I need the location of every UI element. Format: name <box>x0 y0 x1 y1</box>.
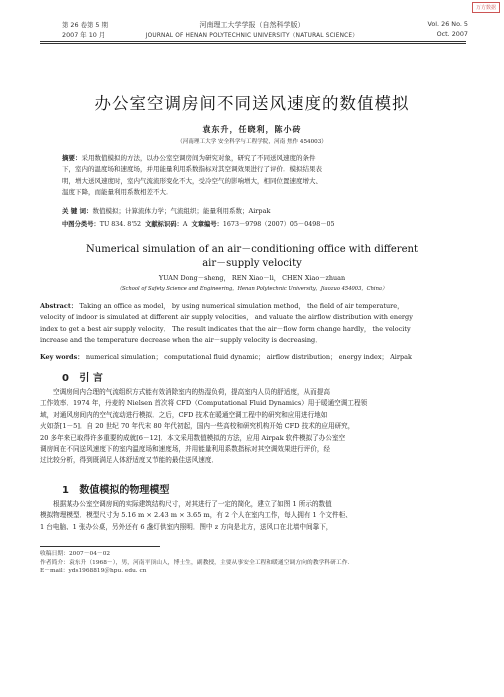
model-line: 模拟物理模型．模型尺寸为 5.16 m × 2.43 m × 3.65 m，有 2 个人在室内工作，每人拥有 1 个文件柜、 <box>40 511 352 520</box>
header-vol-en: Vol. 26 No. 5 <box>427 20 468 28</box>
intro-paragraph <box>40 387 466 467</box>
class-val-1: TU 834. 8'52 <box>99 221 142 228</box>
title-cn: 办公室空调房间不同送风速度的数值模拟 <box>94 94 410 113</box>
intro-line: 火如荼[1－5]．自 20 世纪 70 年代末 80 年代初起，国内一些高校和研究机构开始 CFD 技术的应用研究， <box>40 422 355 431</box>
intro-line: 20 多年来已取得许多重要的成就[6－12]．本文采用数值模拟的方法，应用 Airpak 软件模拟了办公室空 <box>40 433 346 442</box>
footnote-rule <box>40 546 160 547</box>
header-journal-en: JOURNAL OF HENAN POLYTECHNIC UNIVERSITY（NATURAL SCIENCE） <box>145 33 359 39</box>
footnote-received: 收稿日期：2007－04－02 <box>40 551 111 557</box>
abstract-cn-line: 温度下降，而能量利用系数相差不大． <box>62 188 173 197</box>
intro-line: 过比较分析，得到既满足人体舒适度又节能的最佳送风速度． <box>40 456 219 465</box>
keywords-en-text: numerical simulation； computational fluid dynamic； airflow distribution； energy index； Airpak <box>85 353 412 361</box>
intro-line: 空调房间内合理的气流组织方式能有效消除室内的热湿负荷，提高室内人员的舒适度，从而提高 <box>53 388 330 396</box>
model-paragraph <box>40 499 466 533</box>
footnote-email: E－mail：yds1968819＠hpu. edu. cn <box>40 568 147 574</box>
section-0-heading <box>62 369 103 384</box>
section-0-title: 引 言 <box>79 373 103 384</box>
abstract-en-line: velocity of indoor is simulated at different air supply velocities， and valuate the airflow distribution with energy <box>40 313 413 322</box>
header-volume: 第 26 卷第 5 期 <box>62 21 108 29</box>
intro-line: 域，对通风房间内的空气流动进行模拟．之后，CFD 技术在暖通空调工程中的研究和应用进行地如 <box>40 410 328 419</box>
model-line: 根据某办公室空调房间的实际建筑结构尺寸，对其进行了一定的简化，建立了如图 1 所示的数值 <box>53 500 332 508</box>
header-date: 2007 年 10 月 <box>62 31 106 39</box>
class-label-1: 中图分类号： <box>62 221 100 228</box>
abstract-cn-line: 明，增大送风速度时，室内气流流形变化不大，受冷空气的影响增大，相同位置速度增大、 <box>62 176 322 185</box>
abstract-cn-line: 采用数值模拟的方法，以办公室空调房间为研究对象，研究了不同送风速度的条件 <box>81 154 316 162</box>
keywords-cn-label: 关 键 词： <box>62 207 93 215</box>
abstract-cn-line: 下，室内的温度场和速度场，并用能量利用系数指标对其空调效果进行了评价．模拟结果表 <box>62 165 322 174</box>
class-label-3: 文章编号： <box>191 221 223 228</box>
class-label-2: 文献标识码： <box>145 221 183 228</box>
class-val-3: 1673－9798（2007）05－0498－05 <box>222 221 335 228</box>
keywords-en <box>40 352 466 363</box>
header-rule <box>40 41 466 42</box>
footnotes <box>40 550 466 576</box>
section-1-heading <box>62 481 169 496</box>
abstract-en-line: Taking an office as model， by using numerical simulation method， the field of air temperature， <box>79 302 404 310</box>
header-rule-thin <box>40 43 466 44</box>
section-1-number: 1 <box>62 485 69 496</box>
footnote-author: 作者简介：袁东升（1968－），男，河南平顶山人，博士生，副教授，主要从事安全工程和暖通空调方向的教学科研工作． <box>40 559 354 566</box>
header-journal-cn: 河南理工大学学报（自然科学版） <box>199 21 305 29</box>
keywords-en-label: Key words： <box>40 353 84 361</box>
keywords-cn <box>62 206 442 217</box>
model-line: 1 台电脑、1 张办公桌，另外还有 6 盏灯供室内照明．图中 z 方向是北方，送风口在北墙中间靠下， <box>40 522 333 531</box>
classification-cn <box>62 219 462 230</box>
authors-en: YUAN Dong－sheng， REN Xiao－li， CHEN Xiao－zhuan <box>158 274 346 282</box>
abstract-en-line: index to get a best air supply velocity． The result indicates that the air－flow form change hardly， the velocity <box>40 324 411 333</box>
keywords-cn-text: 数值模拟；计算流体力学；气流组织；能量利用系数；Airpak <box>92 207 271 215</box>
abstract-en-line: increase and the temperature decrease when the air－supply velocity is decreasing． <box>40 336 322 345</box>
title-en-line-2: air－supply velocity <box>202 258 302 269</box>
title-en-line-1: Numerical simulation of an air－conditioning office with different <box>86 244 418 255</box>
abstract-en <box>40 301 466 347</box>
abstract-en-label: Abstract： <box>40 302 78 310</box>
section-0-number: 0 <box>62 373 69 384</box>
affiliation-cn: （河南理工大学 安全科学与工程学院，河南 焦作 454003） <box>177 139 327 145</box>
authors-cn: 袁东升，任晓利，陈小砖 <box>202 124 302 134</box>
affiliation-en: （School of Safety Science and Engineering，Henan Polytechnic University，Jiaozuo 454003，China） <box>116 286 388 292</box>
intro-line: 调房间在不同送风速度下的室内温度场和速度场，并用能量利用系数指标对其空调效果进行评价，经 <box>40 445 331 454</box>
class-val-2: A <box>182 221 188 228</box>
header-date-en: Oct. 2007 <box>436 30 468 38</box>
watermark-stamp: 万方数据 <box>472 2 500 13</box>
intro-line: 工作效率．1974 年，丹麦的 Nielsen 首次将 CFD（Computational Fluid Dynamics）用于暖通空调工程领 <box>40 399 368 408</box>
section-1-title: 数值模拟的物理模型 <box>79 485 170 496</box>
abstract-cn-label: 摘要： <box>62 154 82 162</box>
abstract-cn <box>62 153 442 199</box>
